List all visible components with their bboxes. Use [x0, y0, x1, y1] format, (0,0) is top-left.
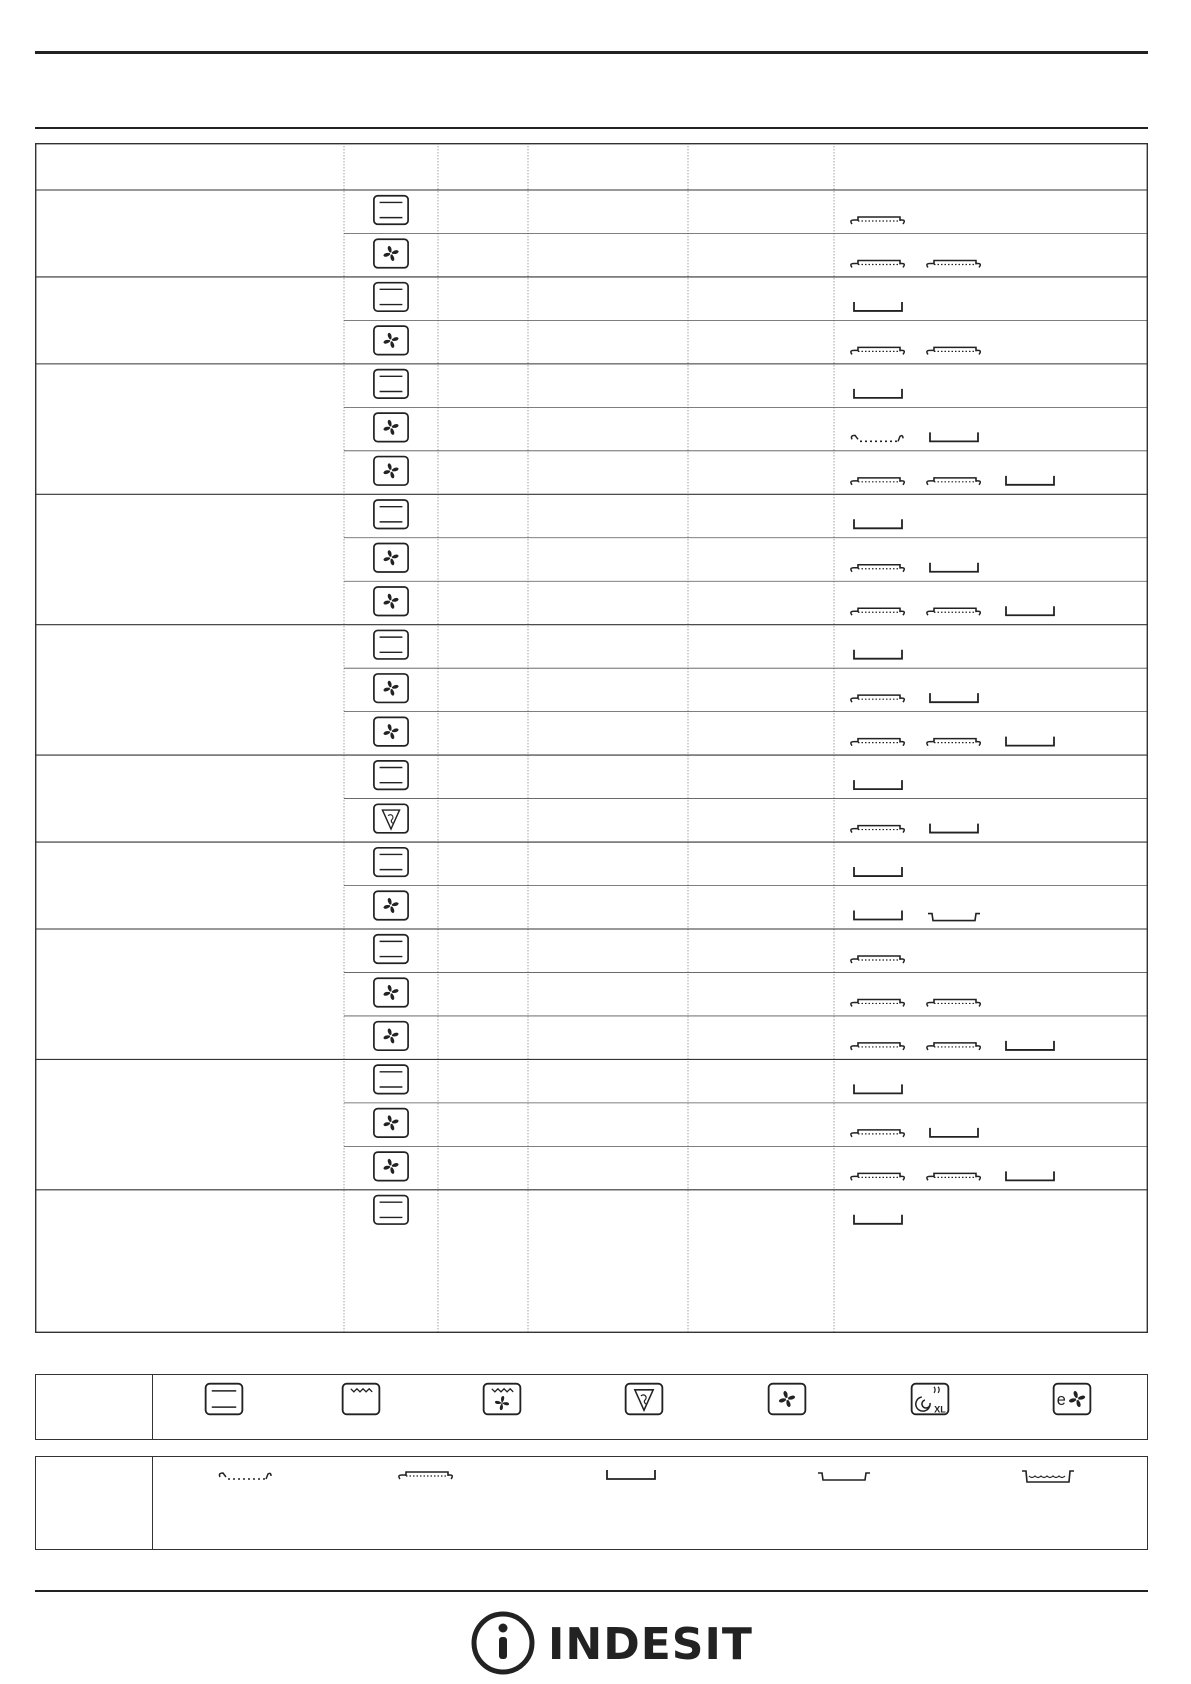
baking-tray-icon	[854, 780, 902, 789]
xl-badge: XL	[934, 1404, 946, 1415]
wire-shelf-icon	[927, 739, 980, 746]
table-row	[374, 283, 902, 312]
conventional-icon	[374, 761, 408, 790]
pizza-icon	[374, 804, 408, 833]
baking-tray-icon	[854, 519, 902, 528]
food-group	[344, 761, 1148, 833]
table-row	[344, 712, 1148, 746]
indesit-logo	[470, 1610, 753, 1676]
convection-bake-icon	[374, 891, 408, 920]
wire-shelf-icon	[927, 608, 980, 615]
wire-shelf-icon	[851, 217, 904, 224]
table-row	[374, 1196, 902, 1225]
wire-shelf-icon	[851, 695, 904, 702]
cooking-table	[35, 143, 1148, 1333]
baking-tray-icon	[930, 432, 978, 441]
food-group	[374, 1196, 902, 1225]
conventional-icon	[374, 370, 408, 399]
conventional-icon	[374, 500, 408, 529]
xl-steam-icon	[912, 1384, 949, 1415]
convection-bake-icon	[374, 587, 408, 616]
top-rule	[35, 51, 1148, 54]
wire-shelf-icon	[927, 999, 980, 1006]
wire-shelf-icon	[399, 1472, 452, 1479]
table-row	[344, 799, 1148, 833]
convection-bake-icon	[374, 1022, 408, 1050]
baking-tray-icon	[1006, 1041, 1054, 1050]
conventional-icon	[206, 1384, 243, 1415]
wire-shelf-icon	[927, 260, 980, 267]
food-group	[344, 283, 1148, 355]
convection-bake-icon	[374, 717, 408, 746]
wire-shelf-icon	[851, 260, 904, 267]
wire-shelf-icon	[927, 1173, 980, 1180]
wire-shelf-icon	[851, 999, 904, 1006]
functions-legend	[35, 1374, 1148, 1440]
table-row	[344, 581, 1148, 615]
table-row	[344, 1016, 1148, 1050]
table-row	[344, 538, 1148, 572]
wire-shelf-icon	[851, 608, 904, 615]
convection-bake-icon	[374, 544, 408, 573]
footer-rule	[35, 1590, 1148, 1592]
convection-bake-icon	[374, 674, 408, 703]
baking-tray-icon	[607, 1470, 655, 1479]
accessories-legend	[35, 1456, 1148, 1550]
baking-tray-icon	[854, 1084, 902, 1093]
baking-tray-icon	[854, 389, 902, 398]
baking-tray-icon	[854, 867, 902, 876]
eco-badge: e	[1056, 1391, 1066, 1410]
baking-tray-icon	[1006, 1171, 1054, 1180]
wire-shelf-icon	[851, 1130, 904, 1137]
header-rule	[35, 127, 1148, 129]
conventional-icon	[374, 935, 408, 964]
convection-bake-icon	[374, 457, 408, 486]
table-row	[344, 1146, 1148, 1180]
table-row	[374, 1065, 902, 1094]
baking-tray-icon	[930, 693, 978, 702]
baking-tray-icon	[854, 650, 902, 659]
conventional-icon	[374, 1196, 408, 1225]
table-row	[344, 972, 1148, 1006]
table-row	[344, 451, 1148, 485]
shelf-guide-icon	[219, 1473, 271, 1479]
wire-shelf-icon	[851, 347, 904, 354]
wire-shelf-icon	[851, 1043, 904, 1050]
turbo-grill-icon	[484, 1384, 521, 1415]
table-row	[374, 761, 902, 790]
table-row	[374, 848, 902, 877]
convection-bake-icon	[374, 413, 408, 442]
food-group	[344, 370, 1148, 485]
wire-shelf-icon	[927, 347, 980, 354]
convection-bake-icon	[374, 326, 408, 355]
table-row	[344, 886, 1148, 921]
table-border	[36, 144, 1148, 1333]
wire-shelf-icon	[851, 826, 904, 833]
wire-shelf-icon	[851, 739, 904, 746]
baking-tray-icon	[1006, 606, 1054, 615]
conventional-icon	[374, 848, 408, 877]
table-row	[374, 370, 902, 399]
wire-shelf-icon	[927, 1043, 980, 1050]
drip-tray-icon	[928, 914, 980, 921]
convection-bake-icon	[374, 1152, 408, 1181]
wire-shelf-icon	[851, 565, 904, 572]
table-row	[374, 500, 902, 529]
conventional-icon	[374, 283, 408, 312]
table-row	[344, 1103, 1148, 1137]
grill-icon	[343, 1384, 380, 1415]
baking-tray-icon	[930, 824, 978, 833]
food-group	[344, 196, 1148, 268]
pizza-icon	[626, 1384, 663, 1415]
food-group	[344, 630, 1148, 745]
baking-tray-icon	[930, 563, 978, 572]
table-row	[344, 233, 1148, 267]
food-group	[344, 935, 1148, 1050]
table-row	[344, 320, 1148, 354]
drip-tray-icon	[818, 1473, 870, 1480]
conventional-icon	[374, 630, 408, 659]
brand-name: INDESIT	[548, 1619, 753, 1670]
convection-bake-icon	[769, 1384, 806, 1415]
convection-bake-icon	[374, 239, 408, 268]
baking-tray-icon	[1006, 476, 1054, 485]
food-group	[344, 500, 1148, 615]
conventional-icon	[374, 196, 408, 225]
convection-bake-icon	[374, 978, 408, 1007]
wire-shelf-icon	[851, 1173, 904, 1180]
baking-tray-icon	[854, 911, 902, 920]
wire-shelf-icon	[851, 956, 904, 963]
wire-shelf-icon	[927, 478, 980, 485]
eco-forced-air-icon	[1054, 1384, 1091, 1415]
table-row	[374, 935, 904, 964]
conventional-icon	[374, 1065, 408, 1094]
convection-bake-icon	[374, 1109, 408, 1138]
table-row	[374, 196, 904, 225]
baking-tray-icon	[930, 1128, 978, 1137]
table-row	[344, 407, 1148, 441]
table-row	[374, 630, 902, 659]
food-group	[344, 1065, 1148, 1180]
water-tray-icon	[1022, 1471, 1074, 1482]
baking-tray-icon	[854, 1215, 902, 1224]
wire-shelf-icon	[851, 478, 904, 485]
food-group	[344, 848, 1148, 921]
baking-tray-icon	[1006, 737, 1054, 746]
shelf-guide-icon	[851, 435, 903, 441]
table-row	[344, 668, 1148, 702]
baking-tray-icon	[854, 302, 902, 311]
